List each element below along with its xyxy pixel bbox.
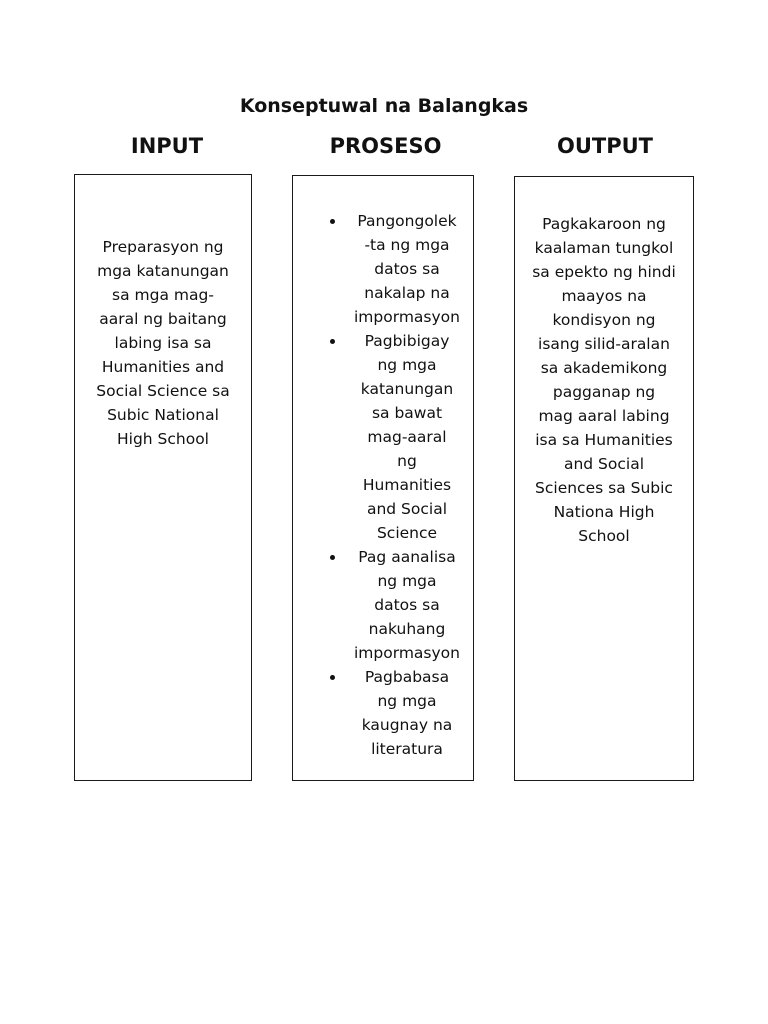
proseso-item bbox=[293, 209, 473, 329]
input-line: mga katanungan bbox=[97, 262, 229, 280]
input-text bbox=[83, 235, 243, 451]
output-line: Sciences sa Subic bbox=[535, 479, 673, 497]
proseso-item bbox=[293, 665, 473, 761]
input-line: sa mga mag- bbox=[112, 286, 214, 304]
output-line: School bbox=[578, 527, 630, 545]
input-line: Social Science sa bbox=[96, 382, 230, 400]
output-heading: OUTPUT bbox=[557, 134, 653, 158]
input-line: Humanities and bbox=[101, 358, 225, 376]
output-line: sa akademikong bbox=[540, 359, 668, 377]
proseso-line: literatura bbox=[371, 740, 443, 758]
proseso-line: datos sa bbox=[374, 260, 440, 278]
proseso-line: Pangongolek bbox=[357, 212, 457, 230]
proseso-line: Humanities bbox=[362, 476, 452, 494]
proseso-line: datos sa bbox=[374, 596, 440, 614]
output-line: and Social bbox=[563, 455, 645, 473]
proseso-line: Pagbibigay bbox=[364, 332, 450, 350]
proseso-item bbox=[293, 545, 473, 665]
output-line: mag aaral labing bbox=[538, 407, 670, 425]
output-text bbox=[523, 212, 685, 548]
input-line: Subic National bbox=[107, 406, 219, 424]
proseso-line: and Social bbox=[366, 500, 448, 518]
diagram-title: Konseptuwal na Balangkas bbox=[239, 95, 529, 117]
proseso-line: Pag aanalisa bbox=[358, 548, 456, 566]
bullet-icon bbox=[330, 219, 335, 224]
output-line: pagganap ng bbox=[552, 383, 656, 401]
proseso-line: nakuhang bbox=[368, 620, 446, 638]
proseso-line: ng mga bbox=[377, 356, 437, 374]
input-line: High School bbox=[116, 430, 209, 448]
input-line: Preparasyon ng bbox=[102, 238, 224, 256]
bullet-icon bbox=[330, 555, 335, 560]
bullet-icon bbox=[330, 675, 335, 680]
output-line: Nationa High bbox=[553, 503, 655, 521]
proseso-line: -ta ng mga bbox=[364, 236, 450, 254]
proseso-list bbox=[293, 209, 473, 761]
output-line: maayos na bbox=[561, 287, 647, 305]
output-line: kaalaman tungkol bbox=[534, 239, 674, 257]
output-line: sa epekto ng hindi bbox=[532, 263, 676, 281]
output-line: isa sa Humanities bbox=[535, 431, 673, 449]
proseso-line: sa bawat bbox=[371, 404, 443, 422]
proseso-line: Pagbabasa bbox=[364, 668, 450, 686]
proseso-line: impormasyon bbox=[354, 644, 460, 662]
input-line: aaral ng baitang bbox=[99, 310, 227, 328]
proseso-line: impormasyon bbox=[354, 308, 460, 326]
bullet-icon bbox=[330, 339, 335, 344]
proseso-item bbox=[293, 329, 473, 545]
proseso-line: ng mga bbox=[377, 692, 437, 710]
output-box bbox=[514, 176, 694, 781]
proseso-line: Science bbox=[376, 524, 438, 542]
output-line: kondisyon ng bbox=[552, 311, 656, 329]
proseso-line: nakalap na bbox=[364, 284, 450, 302]
proseso-heading: PROSESO bbox=[329, 134, 442, 158]
input-line: labing isa sa bbox=[114, 334, 212, 352]
proseso-line: katanungan bbox=[360, 380, 454, 398]
input-heading: INPUT bbox=[130, 134, 204, 158]
proseso-line: kaugnay na bbox=[361, 716, 453, 734]
proseso-line: ng bbox=[397, 452, 417, 470]
input-box bbox=[74, 174, 252, 781]
proseso-line: ng mga bbox=[377, 572, 437, 590]
proseso-line: mag-aaral bbox=[367, 428, 447, 446]
output-line: Pagkakaroon ng bbox=[542, 215, 666, 233]
proseso-box bbox=[292, 175, 474, 781]
output-line: isang silid-aralan bbox=[538, 335, 670, 353]
